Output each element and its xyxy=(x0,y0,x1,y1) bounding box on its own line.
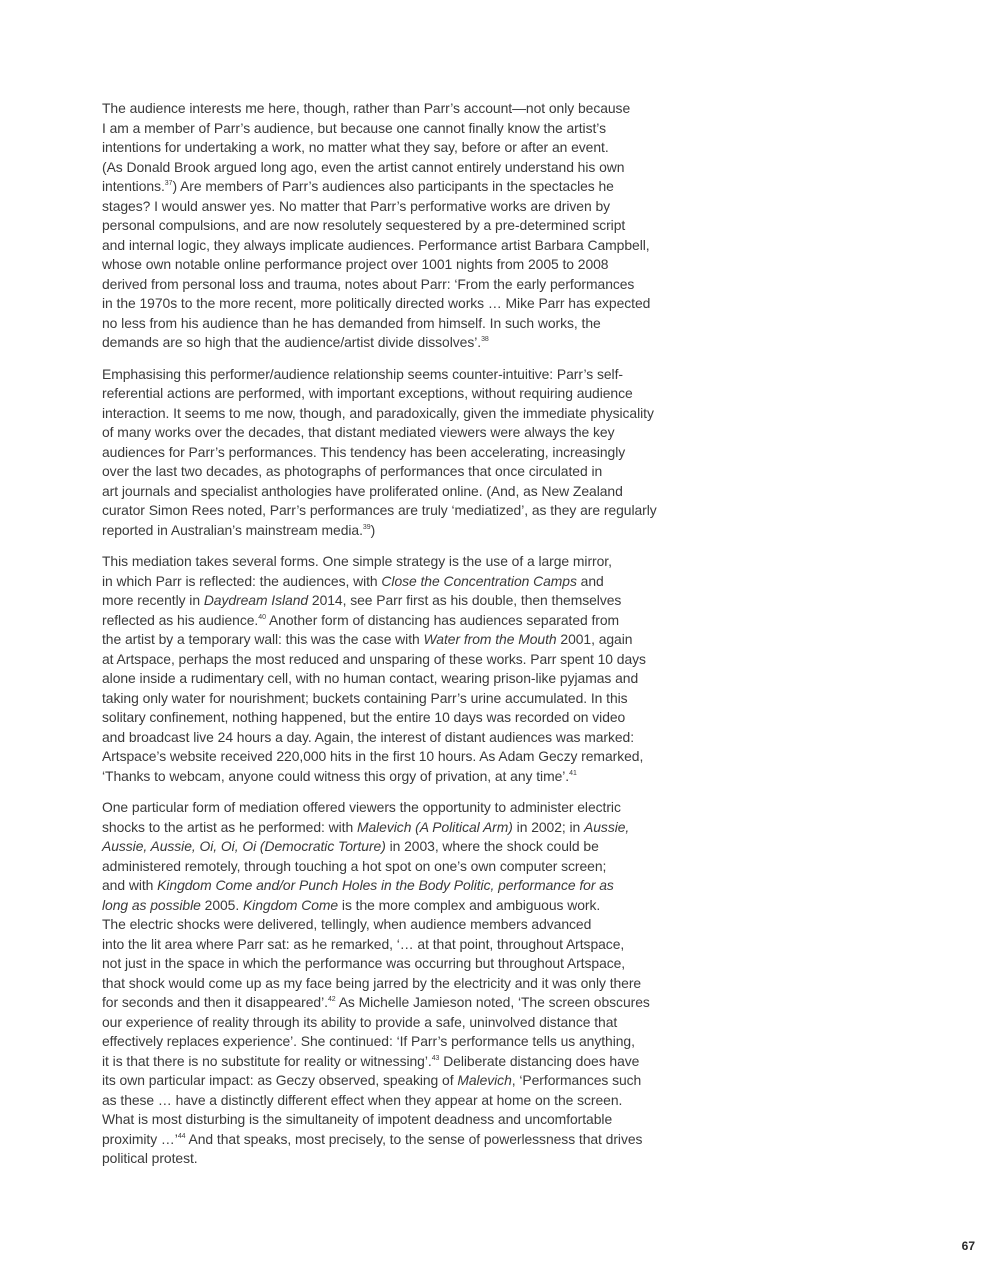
text-line xyxy=(102,915,682,935)
text-run: our experience of reality through its ability to provide a safe, uninvolved distance that xyxy=(102,1013,618,1030)
footnote-reference: 38 xyxy=(481,336,489,343)
body-text-column xyxy=(102,99,682,1181)
text-line xyxy=(102,1149,682,1169)
text-run: 2001, again xyxy=(556,631,633,647)
text-run: 2014, see Parr first as his double, then themselves xyxy=(308,592,622,608)
text-run: effectively replaces experience’. She continued: ‘If Parr’s performance tells us anything, xyxy=(102,1033,635,1049)
text-run: whose own notable online performance project over 1001 nights from 2005 to 2008 xyxy=(102,256,609,272)
text-run: administered remotely, through touching a hot spot on one’s own computer screen; xyxy=(102,857,607,874)
text-run: I am a member of Parr’s audience, but because one cannot finally know the artist’s xyxy=(102,119,606,136)
text-line xyxy=(102,1091,682,1111)
text-line xyxy=(102,552,682,572)
text-run: and broadcast live 24 hours a day. Again, the interest of distant audiences was marked: xyxy=(102,728,635,745)
text-line xyxy=(102,669,682,689)
footnote-reference: 40 xyxy=(258,613,266,621)
paragraph xyxy=(102,798,682,1169)
text-line xyxy=(102,993,682,1013)
text-run: its own particular impact: as Geczy observed, speaking of xyxy=(102,1072,458,1088)
italic-title: Aussie, Aussie, Oi, Oi, Oi (Democratic Torture) xyxy=(102,838,386,854)
text-line xyxy=(102,1110,682,1130)
italic-title: Close the Concentration Camps xyxy=(381,572,577,589)
footnote-reference: 43 xyxy=(431,1054,440,1062)
text-line xyxy=(102,138,682,158)
italic-title: Kingdom Come and/or Punch Holes in the Body Politic, performance for as xyxy=(157,877,614,893)
footnote-reference: 41 xyxy=(569,769,577,777)
text-run: ‘Thanks to webcam, anyone could witness this orgy of privation, at any time’. xyxy=(102,767,570,784)
text-line xyxy=(102,837,682,857)
text-run: This mediation takes several forms. One simple strategy is the use of a large mirror, xyxy=(102,553,612,569)
text-line xyxy=(102,521,682,541)
text-run: personal compulsions, and are now resolutely sequestered by a pre-determined script xyxy=(102,217,626,233)
text-line xyxy=(102,818,682,838)
text-line xyxy=(102,365,682,385)
text-line xyxy=(102,1013,682,1033)
text-run: not just in the space in which the performance was occurring but throughout Artspace, xyxy=(102,955,626,971)
text-run: of many works over the decades, that distant mediated viewers were always the key xyxy=(102,424,615,440)
text-line xyxy=(102,177,682,197)
text-run: ) xyxy=(370,521,376,538)
text-line xyxy=(102,728,682,748)
text-run: What is most disturbing is the simultaneity of impotent deadness and uncomfortable xyxy=(102,1111,613,1127)
text-run: as these … have a distinctly different effect when they appear at home on the screen. xyxy=(102,1091,623,1108)
italic-title: Aussie, xyxy=(584,818,630,835)
text-run: interaction. It seems to me now, though, and paradoxically, given the immediate physicality xyxy=(102,404,654,421)
text-line xyxy=(102,236,682,256)
footnote-reference: 42 xyxy=(327,996,336,1003)
text-line xyxy=(102,1130,682,1150)
text-run: reported in Australian’s mainstream media. xyxy=(102,521,363,538)
text-line xyxy=(102,462,682,482)
text-run: the artist by a temporary wall: this was the case with xyxy=(102,631,424,647)
text-run: Artspace’s website received 220,000 hits in the first 10 hours. As Adam Geczy remarked, xyxy=(102,748,644,764)
text-line xyxy=(102,1052,682,1072)
paragraph xyxy=(102,99,682,353)
text-line xyxy=(102,767,682,787)
text-run: and with xyxy=(102,877,158,893)
text-line xyxy=(102,501,682,521)
text-line xyxy=(102,650,682,670)
text-run: in 2002; in xyxy=(512,818,585,835)
text-line xyxy=(102,689,682,709)
italic-title: Water from the Mouth xyxy=(423,631,557,647)
text-run: no less from his audience than he has demanded from himself. In such works, the xyxy=(102,314,601,331)
footnote-reference: 44 xyxy=(177,1132,186,1140)
text-run: ) Are members of Parr’s audiences also participants in the spectacles he xyxy=(172,178,614,194)
text-run: in the 1970s to the more recent, more politically directed works … Mike Parr has expected xyxy=(102,295,651,311)
paragraph xyxy=(102,552,682,786)
text-run: it is that there is no substitute for reality or witnessing’. xyxy=(102,1052,432,1069)
text-line xyxy=(102,119,682,139)
text-run: One particular form of mediation offered viewers the opportunity to administer electric xyxy=(102,799,621,815)
text-line xyxy=(102,708,682,728)
text-run: for seconds and then it disappeared’. xyxy=(102,994,328,1010)
text-run: , ‘Performances such xyxy=(511,1072,642,1088)
text-run: is the more complex and ambiguous work. xyxy=(338,896,601,913)
text-line xyxy=(102,876,682,896)
footnote-reference: 37 xyxy=(164,180,173,187)
text-line xyxy=(102,572,682,592)
italic-title: Daydream Island xyxy=(203,592,309,608)
text-run: derived from personal loss and trauma, notes about Parr: ‘From the early performances xyxy=(102,275,635,292)
text-line xyxy=(102,404,682,424)
text-run: demands are so high that the audience/artist divide dissolves’. xyxy=(102,334,482,350)
text-run: that shock would come up as my face being jarred by the electricity and it was only there xyxy=(102,974,642,991)
text-line xyxy=(102,255,682,275)
text-run: and xyxy=(576,572,604,589)
text-line xyxy=(102,954,682,974)
text-run: The audience interests me here, though, rather than Parr’s account—not only because xyxy=(102,100,631,116)
italic-title: Kingdom Come xyxy=(242,896,339,913)
text-run: solitary confinement, nothing happened, but the entire 10 days was recorded on video xyxy=(102,709,626,725)
text-run: reflected as his audience. xyxy=(102,611,259,628)
text-run: audiences for Parr’s performances. This tendency has been accelerating, increasingly xyxy=(102,443,626,460)
text-run: Deliberate distancing does have xyxy=(439,1052,640,1069)
text-line xyxy=(102,630,682,650)
text-run: proximity …’ xyxy=(102,1130,178,1147)
text-run: stages? I would answer yes. No matter that Parr’s performative works are driven by xyxy=(102,197,611,214)
text-run: Another form of distancing has audiences separated from xyxy=(265,611,620,628)
text-run: shocks to the artist as he performed: with xyxy=(102,818,357,835)
text-run: and internal logic, they always implicate audiences. Performance artist Barbara Campbell, xyxy=(102,236,650,253)
text-line xyxy=(102,216,682,236)
text-line xyxy=(102,333,682,353)
italic-title: Malevich xyxy=(457,1072,512,1088)
text-line xyxy=(102,99,682,119)
text-run: Emphasising this performer/audience relationship seems counter-intuitive: Parr’s self- xyxy=(102,365,623,382)
text-run: curator Simon Rees noted, Parr’s performances are truly ‘mediatized’, as they are regularly xyxy=(102,502,657,518)
text-line xyxy=(102,423,682,443)
text-run: into the lit area where Parr sat: as he remarked, ‘… at that point, throughout Artspace, xyxy=(102,935,625,952)
text-run: referential actions are performed, with important exceptions, without requiring audience xyxy=(102,385,633,401)
footnote-reference: 39 xyxy=(362,523,371,531)
text-line xyxy=(102,294,682,314)
text-run: art journals and specialist anthologies have proliferated online. (And, as New Zealand xyxy=(102,482,623,499)
text-run: (As Donald Brook argued long ago, even the artist cannot entirely understand his own xyxy=(102,158,625,175)
text-line xyxy=(102,384,682,404)
text-line xyxy=(102,896,682,916)
page-number: 67 xyxy=(961,1239,975,1253)
text-run: alone inside a rudimentary cell, with no human contact, wearing prison-like pyjamas and xyxy=(102,670,639,686)
text-line xyxy=(102,798,682,818)
text-run: more recently in xyxy=(102,592,204,608)
italic-title: Malevich (A Political Arm) xyxy=(356,818,513,835)
text-run: in 2003, where the shock could be xyxy=(385,838,599,854)
text-run: at Artspace, perhaps the most reduced and unsparing of these works. Parr spent 10 days xyxy=(102,650,646,667)
text-line xyxy=(102,443,682,463)
text-run: in which Parr is reflected: the audiences, with xyxy=(102,572,382,589)
text-run: The electric shocks were delivered, tellingly, when audience members advanced xyxy=(102,916,592,932)
text-run: 2005. xyxy=(200,896,243,913)
text-line xyxy=(102,747,682,767)
text-line xyxy=(102,1032,682,1052)
text-line xyxy=(102,974,682,994)
text-line xyxy=(102,275,682,295)
italic-title: long as possible xyxy=(102,896,201,913)
text-line xyxy=(102,197,682,217)
text-run: As Michelle Jamieson noted, ‘The screen obscures xyxy=(335,994,650,1010)
text-line xyxy=(102,935,682,955)
text-run: And that speaks, most precisely, to the sense of powerlessness that drives xyxy=(185,1130,643,1147)
text-line xyxy=(102,611,682,631)
text-line xyxy=(102,1071,682,1091)
text-run: political protest. xyxy=(102,1150,198,1166)
text-line xyxy=(102,158,682,178)
text-run: taking only water for nourishment; buckets containing Parr’s urine accumulated. In this xyxy=(102,689,628,706)
paragraph xyxy=(102,365,682,541)
text-line xyxy=(102,591,682,611)
text-run: intentions for undertaking a work, no matter what they say, before or after an event. xyxy=(102,139,609,155)
text-run: intentions. xyxy=(102,178,165,194)
text-run: over the last two decades, as photographs of performances that once circulated in xyxy=(102,463,603,479)
text-line xyxy=(102,314,682,334)
text-line xyxy=(102,857,682,877)
text-line xyxy=(102,482,682,502)
